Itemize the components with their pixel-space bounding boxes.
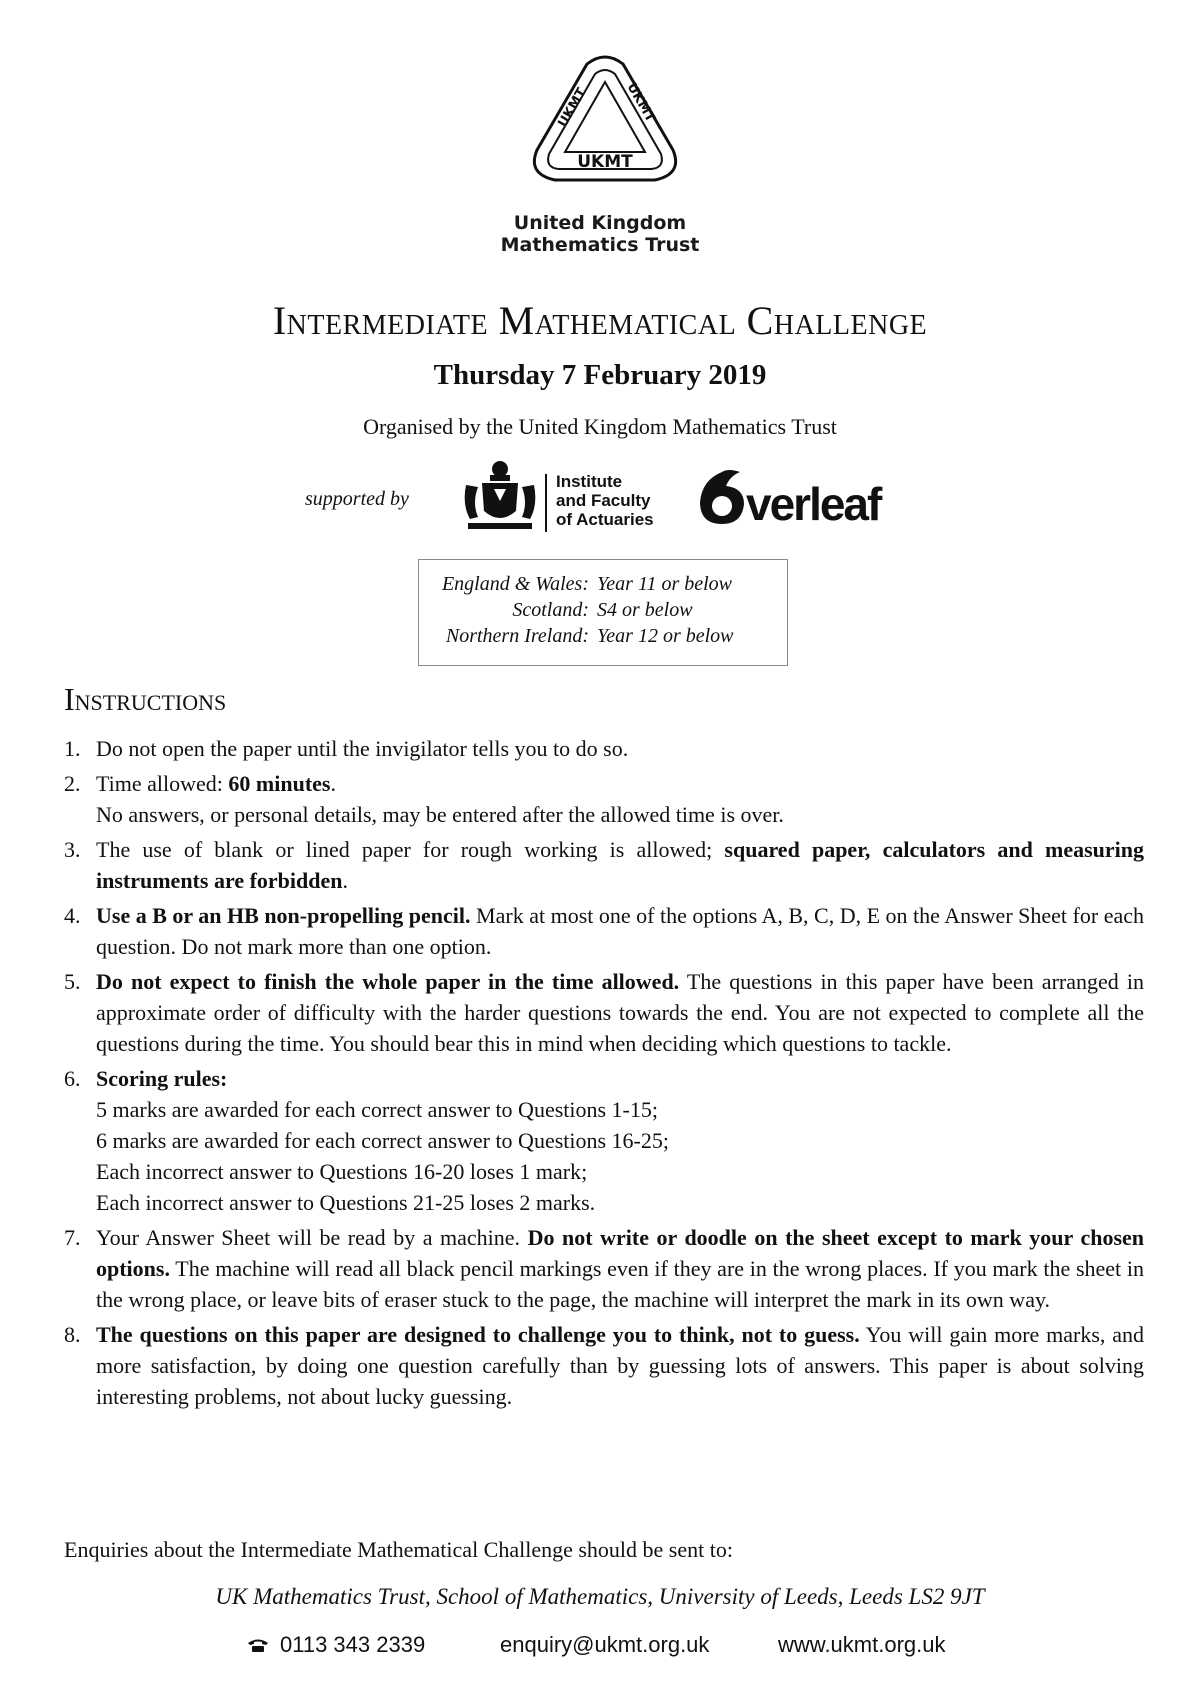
instruction-segment: The use of blank or lined paper for rough working is allowed; bbox=[96, 837, 725, 862]
instruction-text bbox=[96, 969, 1144, 1056]
instruction-item bbox=[64, 1063, 1144, 1218]
eligibility-box bbox=[418, 559, 788, 666]
instruction-emphasis: squared paper, calculators and measuring instruments are forbidden bbox=[96, 837, 1144, 893]
instruction-number: 2. bbox=[64, 771, 81, 796]
instruction-segment: Time allowed: bbox=[96, 771, 229, 796]
instruction-segment: Your Answer Sheet will be read by a machine. bbox=[96, 1225, 528, 1250]
instruction-segment: The questions in this paper have been arranged in approximate order of difficulty with the harder questions towards the end. You are not expected to complete all the questions during the time. You should bear this in mind when deciding which questions to tackle. bbox=[96, 969, 1144, 1056]
sponsor1-line1: Institute bbox=[556, 472, 623, 491]
instruction-text bbox=[96, 903, 1144, 959]
scoring-rule: 5 marks are awarded for each correct answer to Questions 1-15; bbox=[96, 1097, 658, 1122]
phone-number: 0113 343 2339 bbox=[280, 1632, 426, 1657]
instruction-segment: You will gain more marks, and more satisfaction, by doing one question carefully than by guessing lots of answers. This paper is about solving interesting problems, not about lucky guessing. bbox=[96, 1322, 1145, 1409]
instruction-item bbox=[64, 1319, 1144, 1412]
actuaries-logo-text bbox=[556, 472, 654, 529]
instruction-item bbox=[64, 1222, 1144, 1315]
instruction-segment: . bbox=[330, 771, 336, 796]
org-name-line2: Mathematics Trust bbox=[500, 234, 700, 256]
instruction-text bbox=[96, 1225, 1144, 1312]
instruction-extra: No answers, or personal details, may be entered after the allowed time is over. bbox=[96, 802, 784, 827]
eligibility-level: Year 12 or below bbox=[597, 625, 734, 647]
instruction-emphasis: Do not write or doodle on the sheet except to mark your chosen options. bbox=[96, 1225, 1145, 1281]
instruction-number: 5. bbox=[64, 969, 81, 994]
email-link[interactable]: enquiry@ukmt.org.uk bbox=[500, 1632, 710, 1657]
eligibility-region: Scotland: bbox=[512, 599, 589, 621]
organised-by: Organised by the United Kingdom Mathematics Trust bbox=[363, 414, 837, 439]
instruction-emphasis: 60 minutes bbox=[228, 771, 331, 796]
instruction-item bbox=[64, 900, 1144, 962]
svg-text:verleaf: verleaf bbox=[746, 478, 881, 530]
instructions-heading: Instructions bbox=[64, 681, 227, 717]
website-link[interactable]: www.ukmt.org.uk bbox=[778, 1632, 946, 1657]
telephone-icon bbox=[247, 1638, 269, 1652]
instruction-number: 1. bbox=[64, 736, 81, 761]
instruction-emphasis: The questions on this paper are designed to challenge you to think, not to guess. bbox=[96, 1322, 860, 1347]
sponsor1-line3: of Actuaries bbox=[556, 510, 654, 529]
instruction-item bbox=[64, 966, 1144, 1059]
instruction-number: 7. bbox=[64, 1225, 81, 1250]
supported-by-label: supported by bbox=[305, 488, 409, 510]
instruction-item bbox=[64, 733, 1144, 764]
page-title: Intermediate Mathematical Challenge bbox=[272, 298, 928, 343]
postal-address: UK Mathematics Trust, School of Mathematics, University of Leeds, Leeds LS2 9JT bbox=[215, 1584, 985, 1609]
exam-date: Thursday 7 February 2019 bbox=[433, 359, 767, 391]
overleaf-logo bbox=[692, 462, 892, 532]
instruction-text bbox=[96, 1322, 1144, 1409]
instruction-item bbox=[64, 834, 1144, 896]
ukmt-logo bbox=[525, 52, 685, 197]
eligibility-level: S4 or below bbox=[597, 599, 693, 621]
svg-text:UKMT: UKMT bbox=[577, 152, 633, 172]
instruction-number: 6. bbox=[64, 1066, 81, 1091]
instruction-item bbox=[64, 768, 1144, 830]
enquiries-text: Enquiries about the Intermediate Mathematical Challenge should be sent to: bbox=[64, 1537, 733, 1562]
scoring-rule: Each incorrect answer to Questions 16-20 loses 1 mark; bbox=[96, 1159, 588, 1184]
instruction-emphasis: Use a B or an HB non-propelling pencil. bbox=[96, 903, 471, 928]
sponsor-divider bbox=[545, 474, 547, 532]
instruction-emphasis: Do not expect to finish the whole paper in the time allowed. bbox=[96, 969, 680, 994]
instruction-segment: Do not open the paper until the invigilator tells you to do so. bbox=[96, 736, 629, 761]
svg-text:UKMT: UKMT bbox=[555, 85, 590, 130]
instruction-number: 8. bbox=[64, 1322, 81, 1347]
instruction-segment: Mark at most one of the options A, B, C, D, E on the Answer Sheet for each question. Do not mark more than one option. bbox=[96, 903, 1144, 959]
instructions-list bbox=[64, 733, 1144, 1416]
instruction-segment: . bbox=[342, 868, 348, 893]
scoring-rule: Each incorrect answer to Questions 21-25 loses 2 marks. bbox=[96, 1190, 596, 1215]
instruction-text bbox=[96, 736, 628, 761]
instruction-segment: The machine will read all black pencil markings even if they are in the wrong places. If you mark the sheet in the wrong place, or leave bits of eraser stuck to the page, the machine will interpret the mark in its own way. bbox=[96, 1256, 1144, 1312]
org-name-line1: United Kingdom bbox=[513, 212, 687, 234]
instruction-number: 4. bbox=[64, 903, 81, 928]
scoring-rule: 6 marks are awarded for each correct answer to Questions 16-25; bbox=[96, 1128, 669, 1153]
instruction-text bbox=[96, 771, 336, 796]
actuaries-crest-icon bbox=[460, 455, 540, 535]
instruction-text bbox=[96, 837, 1144, 893]
eligibility-region: Northern Ireland: bbox=[445, 625, 589, 647]
instruction-number: 3. bbox=[64, 837, 81, 862]
sponsor1-line2: and Faculty bbox=[556, 491, 651, 510]
eligibility-level: Year 11 or below bbox=[597, 573, 733, 595]
eligibility-region: England & Wales: bbox=[441, 573, 589, 595]
svg-text:UKMT: UKMT bbox=[623, 80, 658, 125]
instruction-emphasis: Scoring rules: bbox=[96, 1066, 228, 1091]
instruction-text bbox=[96, 1066, 227, 1091]
